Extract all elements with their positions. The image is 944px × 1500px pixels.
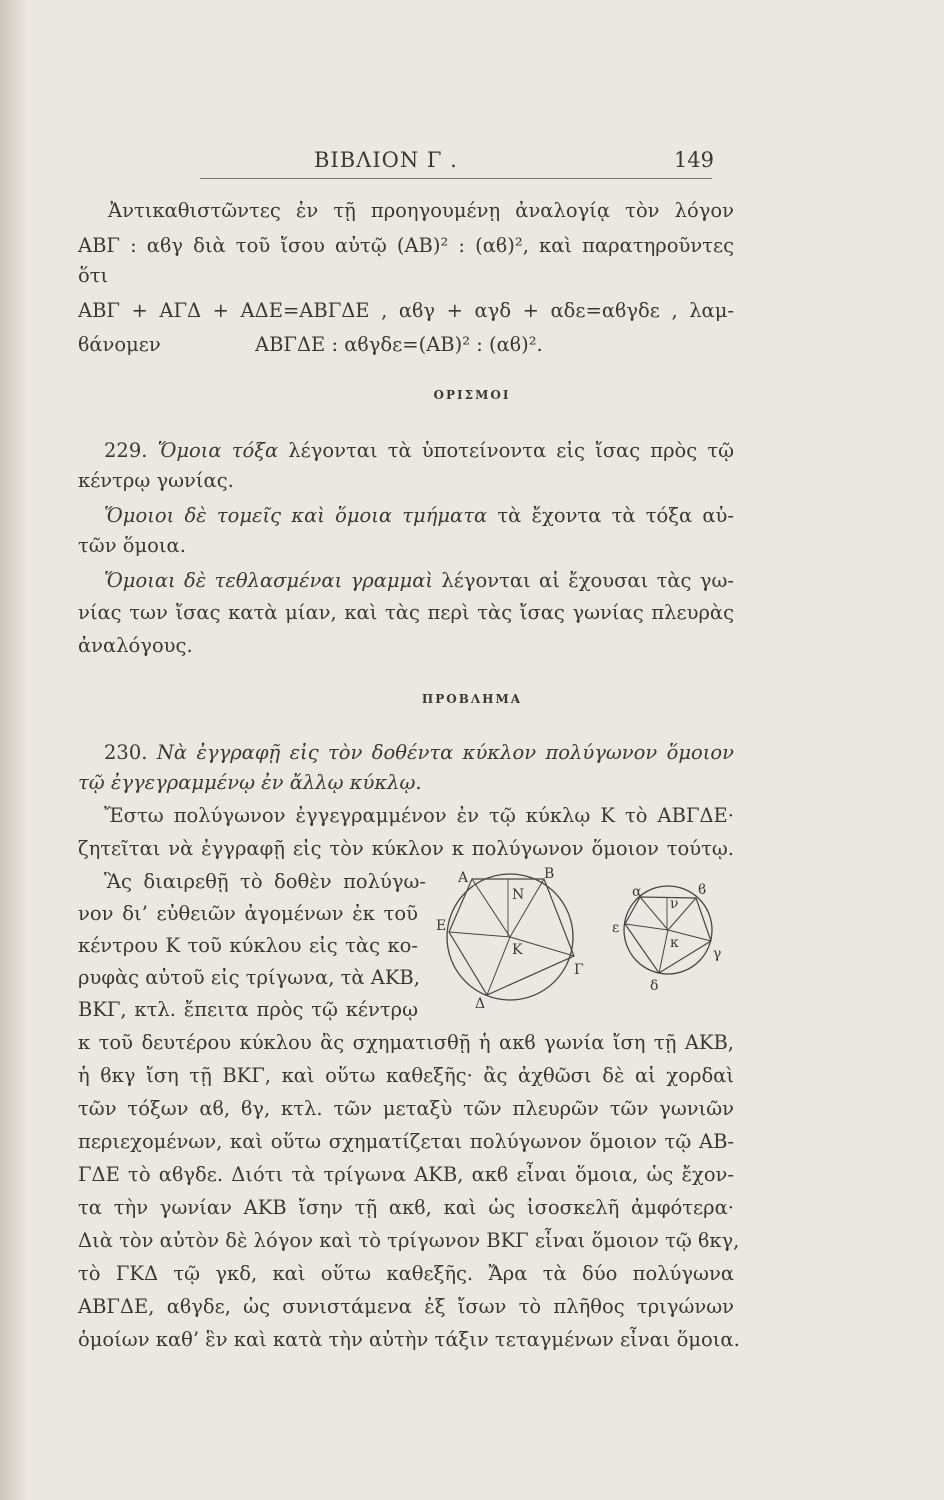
label-d: δ bbox=[650, 978, 659, 994]
intro-line-4: ΑΒΓ + ΑΓΔ + ΑΔΕ=ΑΒΓΔΕ , αϐγ + αγδ + αδε=αϐγδε , λαμ- bbox=[78, 299, 734, 322]
page-number: 149 bbox=[673, 148, 714, 172]
problem-after-line-7: Διὰ τὸν αὐτὸν δὲ λόγον καὶ τὸ τρίγωνον ΒΚΓ εἶναι ὅμοιον τῷ ϐκγ, bbox=[78, 1229, 740, 1252]
label-e: ε bbox=[612, 920, 620, 936]
label-g: γ bbox=[713, 946, 722, 962]
radius-ka bbox=[640, 897, 668, 930]
radius-ke bbox=[625, 924, 668, 930]
definition-text: λέγονται τὰ ὑποτείνοντα εἰς ἴσας πρὸς τῷ bbox=[288, 439, 735, 462]
problem-after-line-3: τῶν τόξων αϐ, ϐγ, κτλ. τῶν μεταξὺ τῶν πλευρῶν τῶν γωνιῶν bbox=[78, 1097, 734, 1120]
label-G: Γ bbox=[574, 962, 584, 978]
problem-after-line-1: κ τοῦ δευτέρου κύκλου ἂς σχηματισθῇ ἡ ακϐ γωνία ἴση τῇ ΑΚΒ, bbox=[78, 1031, 734, 1054]
figure-large-circle bbox=[432, 862, 602, 1014]
problem-after-line-5: ΓΔΕ τὸ αϐγδε. Διότι τὰ τρίγωνα ΑΚΒ, ακϐ εἶναι ὅμοια, ὡς ἔχον- bbox=[78, 1163, 734, 1186]
label-B: Β bbox=[544, 866, 555, 882]
intro-line-2: ΑΒΓ : αϐγ διὰ τοῦ ἴσου αὐτῷ (ΑΒ)² : (αϐ)², καὶ παρατηροῦντες bbox=[78, 234, 734, 257]
figure-side-line-3: κέντρου Κ τοῦ κύκλου εἰς τὰς κο- bbox=[78, 934, 418, 957]
problem-statement: Νὰ ἐγγραφῇ εἰς τὸν δοθέντα κύκλον πολύγωνον ὅμοιον bbox=[156, 741, 734, 764]
problem-statement-line-1 bbox=[104, 740, 734, 766]
problem-heading: ΠΡΟΒΛΗΜΑ bbox=[421, 692, 523, 706]
problem-line-1: Ἔστω πολύγωνον ἐγγεγραμμένον ἐν τῷ κύκλῳ Κ τὸ ΑΒΓΔΕ· bbox=[104, 804, 734, 827]
label-N: Ν bbox=[512, 887, 525, 903]
label-D: Δ bbox=[475, 996, 486, 1012]
problem-after-line-9: ΑΒΓΔΕ, αϐγδε, ὡς συνιστάμενα ἐξ ἴσων τὸ πλῆθος τριγώνων bbox=[78, 1295, 734, 1318]
definition-2-line-2: τῶν ὅμοια. bbox=[78, 534, 186, 557]
definition-3-line-1 bbox=[104, 568, 734, 594]
definition-text: τὰ ἔχοντα τὰ τόξα αὐ- bbox=[497, 504, 734, 527]
page-edge-shadow bbox=[0, 0, 28, 1500]
problem-after-line-6: τα τὴν γωνίαν ΑΚΒ ἴσην τῇ ακϐ, καὶ ὡς ἰσοσκελῆ ἀμφότερα· bbox=[78, 1196, 734, 1219]
page-header bbox=[100, 148, 740, 178]
problem-after-line-10: ὁμοίων καθ’ ἓν καὶ κατὰ τὴν αὐτὴν τάξιν τεταγμένων εἶναι ὅμοια. bbox=[78, 1328, 740, 1351]
label-a: α bbox=[632, 884, 642, 900]
definition-229-line-2: κέντρῳ γωνίας. bbox=[78, 469, 234, 492]
label-k: κ bbox=[670, 935, 679, 951]
definition-text: λέγονται αἱ ἔχουσαι τὰς γω- bbox=[441, 569, 734, 592]
intro-line-5: ϐάνομεν bbox=[78, 333, 161, 356]
intro-formula: ΑΒΓΔΕ : αϐγδε=(ΑΒ)² : (αϐ)². bbox=[255, 333, 543, 356]
problem-statement-line-2: τῷ ἐγγεγραμμένῳ ἐν ἄλλῳ κύκλῳ. bbox=[78, 771, 422, 794]
label-b: ϐ bbox=[698, 882, 707, 898]
definitions-heading: ΟΡΙΣΜΟΙ bbox=[433, 388, 511, 402]
definition-number: 229. bbox=[104, 439, 148, 462]
figure-side-line-2: νον δι’ εὐθειῶν ἀγομένων ἐκ τοῦ bbox=[78, 902, 418, 925]
problem-after-line-8: τὸ ΓΚΔ τῷ γκδ, καὶ οὕτω καθεξῆς. Ἄρα τὰ δύο πολύγωνα bbox=[78, 1262, 734, 1285]
radius-KA bbox=[472, 879, 510, 937]
intro-line-1: Ἀντικαθιστῶντες ἐν τῇ προηγουμένῃ ἀναλογίᾳ τὸν λόγον bbox=[108, 199, 734, 222]
definition-term: Ὅμοιαι δὲ τεθλασμέναι γραμμαὶ bbox=[104, 569, 434, 592]
figure-side-line-5: ΒΚΓ, κτλ. ἔπειτα πρὸς τῷ κέντρῳ bbox=[78, 998, 418, 1021]
running-title: ΒΙΒΛΙΟΝ Γ . bbox=[314, 148, 458, 172]
label-n: ν bbox=[670, 896, 679, 912]
label-E: Ε bbox=[436, 918, 447, 934]
definition-term: Ὅμοια τόξα bbox=[157, 439, 279, 462]
intro-line-3: ὅτι bbox=[78, 264, 109, 287]
radius-kd bbox=[659, 930, 668, 973]
definition-3-line-2: νίας των ἴσας κατὰ μίαν, καὶ τὰς περὶ τὰς ἴσας γωνίας πλευρὰς bbox=[78, 601, 734, 624]
label-K: Κ bbox=[512, 942, 523, 958]
definition-3-line-3: ἀναλόγους. bbox=[78, 634, 193, 657]
figure-side-line-4: ρυφὰς αὐτοῦ εἰς τρίγωνα, τὰ ΑΚΒ, bbox=[78, 966, 420, 989]
definition-229-line-1 bbox=[104, 438, 734, 464]
problem-after-line-2: ἡ ϐκγ ἴση τῇ ΒΚΓ, καὶ οὕτω καθεξῆς· ἂς ἀχθῶσι δὲ αἱ χορδαὶ bbox=[78, 1064, 734, 1087]
definition-2-line-1 bbox=[104, 503, 734, 529]
header-rule bbox=[200, 178, 712, 179]
figure-small-circle bbox=[608, 872, 736, 994]
label-A: Α bbox=[458, 870, 469, 886]
problem-number: 230. bbox=[104, 741, 148, 764]
definition-term: Ὅμοιοι δὲ τομεῖς καὶ ὅμοια τμήματα bbox=[104, 504, 488, 527]
figure-side-line-1: Ἃς διαιρεθῇ τὸ δοθὲν πολύγω- bbox=[104, 870, 426, 893]
problem-after-line-4: περιεχομένων, καὶ οὕτω σχηματίζεται πολύγωνον ὅμοιον τῷ ΑΒ- bbox=[78, 1130, 734, 1153]
problem-line-2: ζητεῖται νὰ ἐγγραφῇ εἰς τὸν κύκλον κ πολύγωνον ὅμοιον τούτῳ. bbox=[78, 837, 734, 860]
radius-KE bbox=[449, 932, 510, 937]
